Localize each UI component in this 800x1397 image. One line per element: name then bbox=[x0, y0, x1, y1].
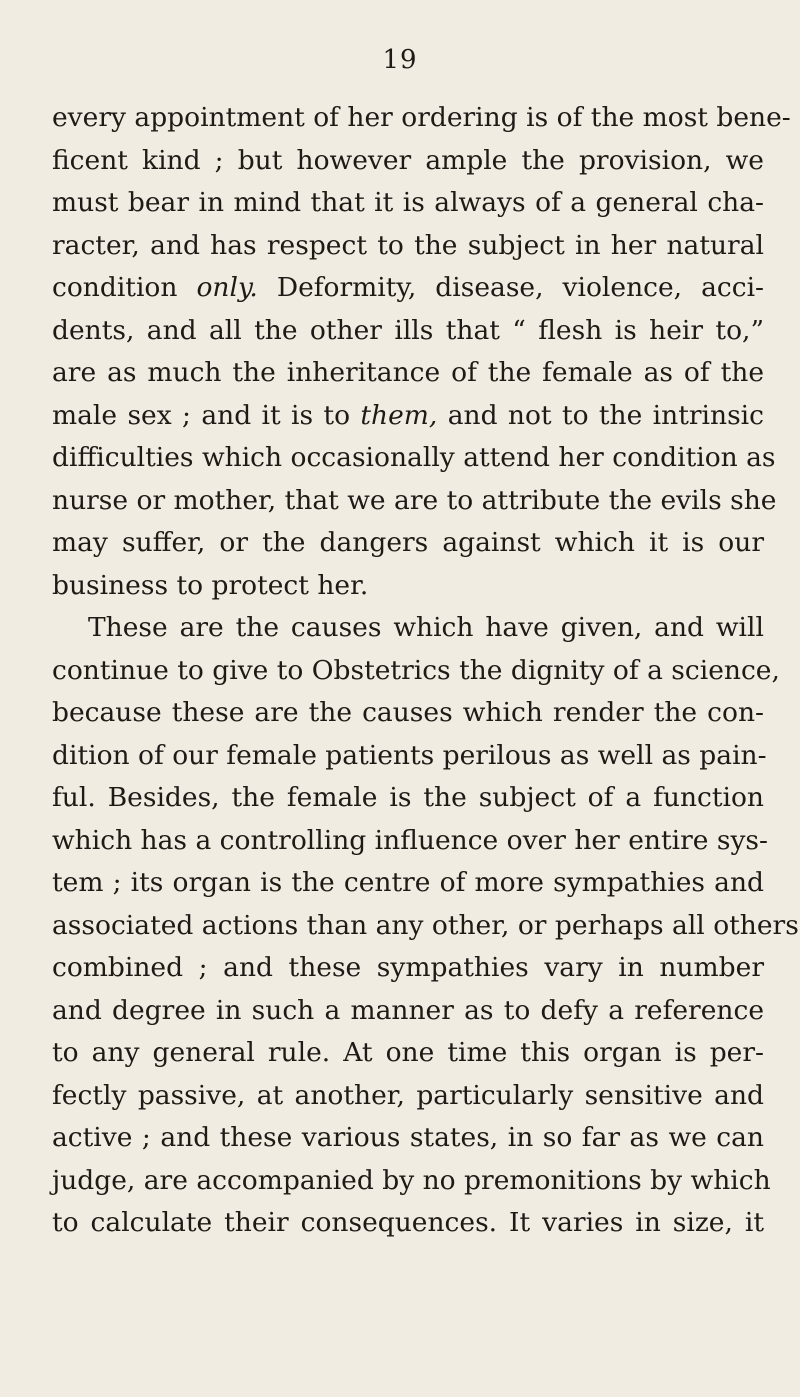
italic-word: them, bbox=[360, 399, 438, 431]
text-line: tem ; its organ is the centre of more sympathies and bbox=[52, 867, 764, 898]
paragraph-start-line: These are the causes which have given, and will bbox=[88, 612, 764, 643]
text-line: difficulties which occasionally attend her condition as bbox=[52, 442, 776, 473]
text-line bbox=[52, 395, 764, 438]
text-line: continue to give to Obstetrics the dignity of a science, bbox=[52, 654, 780, 686]
text-line: ficent kind ; but however ample the provision, we bbox=[52, 144, 764, 176]
text-line: fectly passive, at another, particularly sensitive and bbox=[52, 1079, 764, 1111]
text-line: may suffer, or the dangers against which it is our bbox=[52, 527, 764, 558]
text-line: nurse or mother, that we are to attribute the evils she bbox=[52, 484, 777, 516]
paragraph-end-line: business to protect her. bbox=[52, 569, 369, 601]
text-line: and degree in such a manner as to defy a reference bbox=[52, 994, 764, 1026]
italic-word: only. bbox=[196, 272, 258, 303]
text-line: racter, and has respect to the subject in her natural bbox=[52, 229, 764, 261]
text-line: every appointment of her ordering is of the most bene- bbox=[52, 102, 791, 133]
text-run: male sex ; and it is to bbox=[52, 399, 361, 431]
text-run: and not to the intrinsic bbox=[437, 399, 764, 431]
text-line: dents, and all the other ills that “ flesh is heir to,” bbox=[52, 314, 764, 346]
text-run: Deformity, disease, violence, acci- bbox=[257, 272, 764, 303]
text-line bbox=[52, 267, 764, 310]
text-line: active ; and these various states, in so far as we can bbox=[52, 1122, 764, 1153]
text-run: condition bbox=[52, 272, 197, 303]
text-line: combined ; and these sympathies vary in number bbox=[52, 952, 764, 983]
text-line: associated actions than any other, or perhaps all others bbox=[52, 909, 799, 941]
text-line: dition of our female patients perilous as well as pain- bbox=[52, 739, 767, 771]
text-line: must bear in mind that it is always of a general cha- bbox=[52, 187, 764, 218]
text-line: to any general rule. At one time this organ is per- bbox=[52, 1037, 764, 1068]
text-line: to calculate their consequences. It varies in size, it bbox=[52, 1207, 764, 1238]
text-line: because these are the causes which render the con- bbox=[52, 697, 764, 728]
text-line: judge, are accompanied by no premonitions by which bbox=[52, 1164, 771, 1196]
body-text bbox=[52, 97, 799, 1245]
text-line: which has a controlling influence over her entire sys- bbox=[52, 824, 768, 856]
page-number: 19 bbox=[382, 45, 418, 75]
text-line: ful. Besides, the female is the subject of a function bbox=[52, 782, 764, 813]
text-line: are as much the inheritance of the female as of the bbox=[52, 357, 764, 388]
